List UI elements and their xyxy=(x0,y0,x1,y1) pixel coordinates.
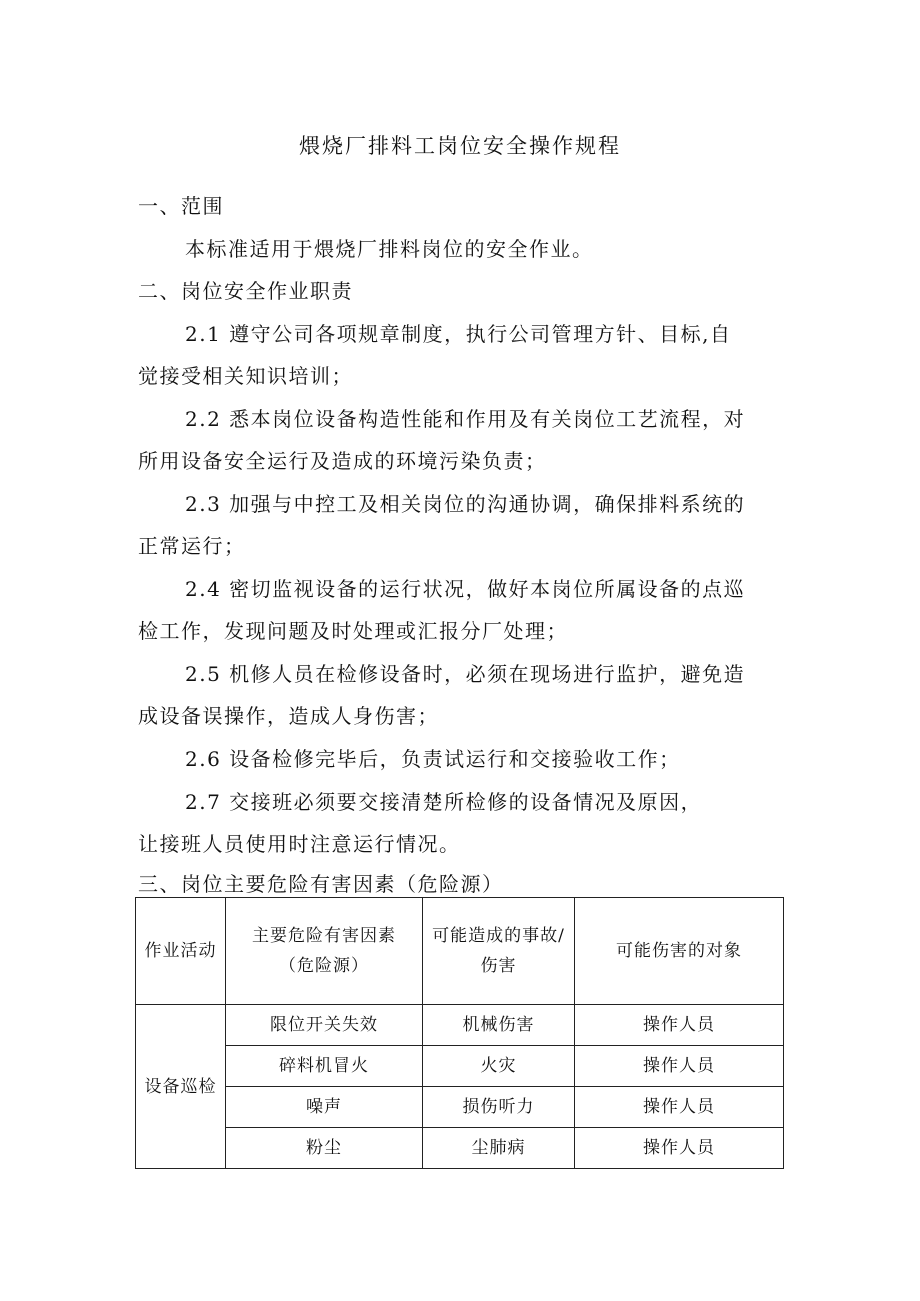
section-3-heading: 三、岗位主要危险有害因素（危险源） xyxy=(138,872,504,896)
hazard-cell: 碎料机冒火 xyxy=(226,1046,423,1087)
target-cell: 操作人员 xyxy=(575,1087,784,1128)
target-cell: 操作人员 xyxy=(575,1128,784,1169)
item-2-2-line-2: 所用设备安全运行及造成的环境污染负责； xyxy=(138,449,547,473)
accident-cell: 机械伤害 xyxy=(423,1005,575,1046)
table-row xyxy=(136,1087,784,1128)
header-hazard-line-1: 主要危险有害因素 xyxy=(252,926,396,946)
item-2-4-line-1: 2.4 密切监视设备的运行状况，做好本岗位所属设备的点巡 xyxy=(185,577,746,601)
item-2-7-line-1: 2.7 交接班必须要交接清楚所检修的设备情况及原因， xyxy=(185,790,703,814)
item-2-3-line-2: 正常运行； xyxy=(138,534,246,558)
header-target: 可能伤害的对象 xyxy=(575,898,784,1005)
section-1-text: 本标准适用于煨烧厂排料岗位的安全作业。 xyxy=(185,237,594,261)
hazard-table-header-row xyxy=(136,898,784,1005)
item-2-4-line-2: 检工作，发现问题及时处理或汇报分厂处理； xyxy=(138,619,568,643)
hazard-table xyxy=(135,897,784,1169)
target-cell: 操作人员 xyxy=(575,1005,784,1046)
activity-cell: 设备巡检 xyxy=(136,1005,226,1169)
item-2-3-line-1: 2.3 加强与中控工及相关岗位的沟通协调，确保排料系统的 xyxy=(185,492,746,516)
item-2-5-line-1: 2.5 机修人员在检修设备时，必须在现场进行监护，避免造 xyxy=(185,662,746,686)
hazard-cell: 限位开关失效 xyxy=(226,1005,423,1046)
item-2-1-line-1: 2.1 遵守公司各项规章制度，执行公司管理方针、目标,自 xyxy=(185,322,732,346)
header-accident xyxy=(423,898,575,1005)
accident-cell: 尘肺病 xyxy=(423,1128,575,1169)
item-2-7-line-2: 让接班人员使用时注意运行情况。 xyxy=(138,832,461,856)
table-row xyxy=(136,1128,784,1169)
table-row xyxy=(136,1046,784,1087)
header-accident-line-1: 可能造成的事故/ xyxy=(432,926,565,946)
header-hazard xyxy=(226,898,423,1005)
document-title: 煨烧厂排料工岗位安全操作规程 xyxy=(299,134,621,158)
item-2-1-line-2: 觉接受相关知识培训； xyxy=(138,364,353,388)
item-2-5-line-2: 成设备误操作，造成人身伤害； xyxy=(138,704,439,728)
table-row xyxy=(136,1005,784,1046)
section-1-heading: 一、范围 xyxy=(138,194,224,218)
header-accident-line-2: 伤害 xyxy=(480,956,517,976)
hazard-cell: 噪声 xyxy=(226,1087,423,1128)
header-activity: 作业活动 xyxy=(136,898,226,1005)
accident-cell: 火灾 xyxy=(423,1046,575,1087)
item-2-2-line-1: 2.2 悉本岗位设备构造性能和作用及有关岗位工艺流程，对 xyxy=(185,407,746,431)
item-2-6-line-1: 2.6 设备检修完毕后，负责试运行和交接验收工作； xyxy=(185,747,681,771)
section-2-heading: 二、岗位安全作业职责 xyxy=(138,279,353,303)
target-cell: 操作人员 xyxy=(575,1046,784,1087)
hazard-cell: 粉尘 xyxy=(226,1128,423,1169)
accident-cell: 损伤听力 xyxy=(423,1087,575,1128)
header-hazard-line-2: （危险源） xyxy=(279,956,369,976)
